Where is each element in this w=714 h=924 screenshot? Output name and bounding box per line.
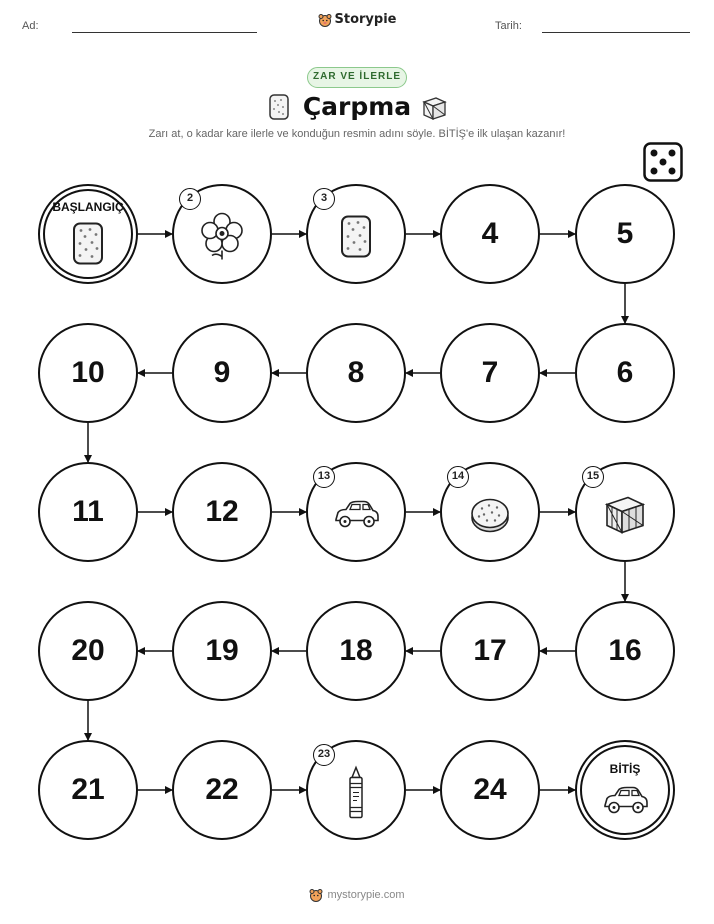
- space-number: 24: [473, 773, 507, 806]
- footer: [0, 888, 714, 902]
- space-number: 12: [205, 495, 239, 528]
- board-space: [38, 740, 138, 840]
- board-space: [306, 184, 406, 284]
- instructions: Zarı at, o kadar kare ilerle ve konduğun resmin adını söyle. BİTİŞ'e ilk ulaşan kazanır!: [148, 128, 566, 140]
- space-number: 10: [71, 356, 105, 389]
- space-number-badge: 3: [313, 188, 335, 210]
- flower-icon: [200, 212, 244, 265]
- board-space: [306, 323, 406, 423]
- car-icon: [332, 499, 380, 534]
- space-number-badge: 23: [313, 744, 335, 766]
- crayon-icon: [346, 765, 366, 824]
- sponge-icon: [340, 214, 372, 263]
- space-number: 8: [347, 356, 365, 389]
- board-space: [440, 740, 540, 840]
- space-number: 11: [72, 495, 104, 528]
- finish-space: [575, 740, 675, 840]
- space-number: 6: [616, 356, 634, 389]
- storypie-logo-icon: [309, 888, 323, 902]
- board-space: [38, 323, 138, 423]
- start-label: BAŞLANGIÇ: [52, 200, 124, 214]
- board-space: [172, 462, 272, 562]
- name-label: Ad:: [22, 20, 39, 32]
- crate-icon: [603, 492, 647, 541]
- date-label: Tarih:: [495, 20, 522, 32]
- space-number: 22: [205, 773, 239, 806]
- board-space: [440, 462, 540, 562]
- board-space: [172, 740, 272, 840]
- board-space: [440, 184, 540, 284]
- board-space: [306, 740, 406, 840]
- board-space: [575, 184, 675, 284]
- sponge-icon: [72, 221, 104, 270]
- game-type-badge: ZAR VE İLERLE: [307, 67, 407, 88]
- board-space: [38, 462, 138, 562]
- space-number: 4: [481, 217, 499, 250]
- space-number-badge: 2: [179, 188, 201, 210]
- space-number: 18: [339, 634, 373, 667]
- space-number: 7: [481, 356, 499, 389]
- board-space: [172, 601, 272, 701]
- board-space: [575, 323, 675, 423]
- board-space: [440, 323, 540, 423]
- finish-label: BİTİŞ: [609, 762, 641, 776]
- brand-name: Storypie: [334, 12, 397, 27]
- board-space: [38, 601, 138, 701]
- board-space: [440, 601, 540, 701]
- board-space: [306, 601, 406, 701]
- space-number: 21: [71, 773, 105, 806]
- board-space: [575, 462, 675, 562]
- space-number: 20: [71, 634, 105, 667]
- board-space: [306, 462, 406, 562]
- board-space: [172, 323, 272, 423]
- car-icon: [601, 786, 649, 821]
- space-number: 16: [608, 634, 642, 667]
- cookie-icon: [470, 494, 510, 539]
- space-number: 5: [616, 217, 634, 250]
- space-number-badge: 13: [313, 466, 335, 488]
- space-number-badge: 15: [582, 466, 604, 488]
- board-space: [172, 184, 272, 284]
- page-title: Çarpma: [302, 92, 412, 121]
- space-number: 17: [473, 634, 507, 667]
- space-number: 9: [213, 356, 231, 389]
- footer-url: mystorypie.com: [327, 888, 405, 901]
- space-number-badge: 14: [447, 466, 469, 488]
- board-space: [575, 601, 675, 701]
- start-space: [38, 184, 138, 284]
- space-number: 19: [205, 634, 239, 667]
